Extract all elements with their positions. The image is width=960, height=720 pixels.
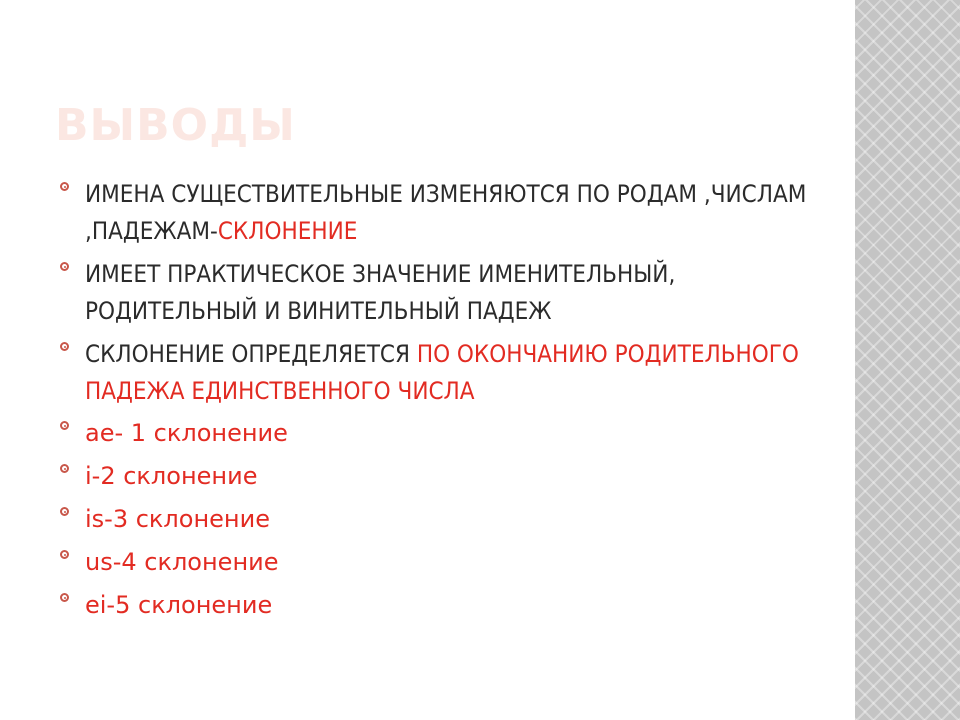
bullet-text: ИМЕЕТ ПРАКТИЧЕСКОЕ ЗНАЧЕНИЕ ИМЕНИТЕЛЬНЫЙ, РОДИТЕЛЬНЫЙ И ВИНИТЕЛЬНЫЙ ПАДЕЖ <box>85 260 676 325</box>
bullet-circle-icon <box>60 507 69 516</box>
bullet-circle-icon <box>60 421 69 430</box>
bullet-highlight: ПО ОКОНЧАНИЮ РОДИТЕЛЬНОГО ПАДЕЖА ЕДИНСТВЕННОГО ЧИСЛА <box>85 340 799 405</box>
bullet-item <box>60 459 840 493</box>
bullet-circle-icon <box>60 262 69 271</box>
bullet-highlight: СКЛОНЕНИЕ <box>217 217 358 245</box>
bullet-item <box>60 176 840 250</box>
bullet-circle-icon <box>60 593 69 602</box>
bullet-circle-icon <box>60 182 69 191</box>
bullet-highlight: us-4 склонение <box>85 548 279 576</box>
bullet-text: СКЛОНЕНИЕ ОПРЕДЕЛЯЕТСЯ <box>85 340 417 368</box>
bullet-item <box>60 502 840 536</box>
bullet-circle-icon <box>60 464 69 473</box>
bullet-item <box>60 416 840 450</box>
bullet-circle-icon <box>60 550 69 559</box>
decorative-side-panel <box>855 0 960 720</box>
bullet-item <box>60 545 840 579</box>
slide-title: ВЫВОДЫ <box>55 100 296 151</box>
bullet-item <box>60 588 840 622</box>
bullet-item <box>60 336 840 410</box>
bullet-highlight: is-3 склонение <box>85 505 270 533</box>
bullet-highlight: ae- 1 склонение <box>85 419 288 447</box>
bullet-circle-icon <box>60 342 69 351</box>
bullet-highlight: i-2 склонение <box>85 462 258 490</box>
bullet-item <box>60 256 840 330</box>
bullet-list <box>60 176 840 631</box>
bullet-highlight: ei-5 склонение <box>85 591 273 619</box>
bullet-text: ИМЕНА СУЩЕСТВИТЕЛЬНЫЕ ИЗМЕНЯЮТСЯ ПО РОДАМ ,ЧИСЛАМ ,ПАДЕЖАМ- <box>85 180 807 245</box>
